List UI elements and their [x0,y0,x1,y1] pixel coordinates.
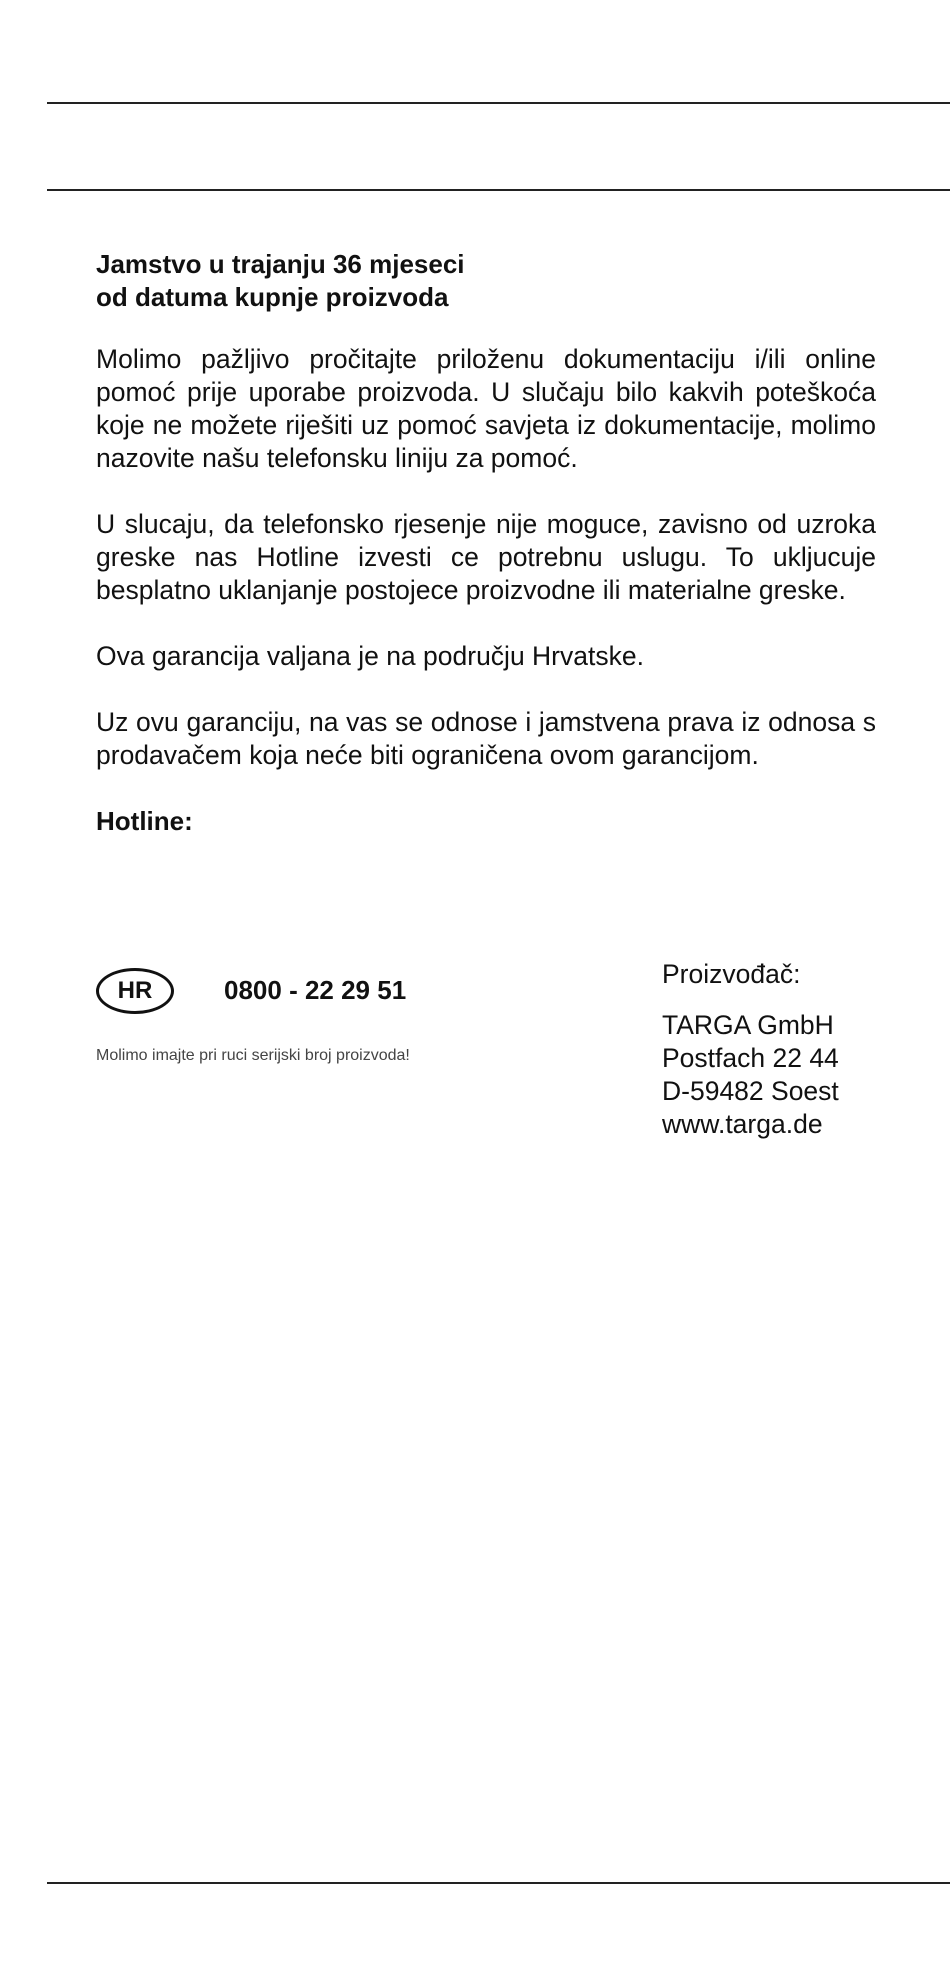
country-code-badge: HR [96,968,174,1014]
manufacturer-address [662,1009,922,1141]
manufacturer-website: www.targa.de [662,1109,823,1139]
manufacturer-label: Proizvođač: [662,959,801,989]
hotline-label: Hotline: [96,806,193,836]
warranty-title-line-1: Jamstvo u trajanju 36 mjeseci [96,249,465,279]
top-divider [47,102,950,104]
warranty-paragraph-3: Ova garancija valjana je na području Hrvatske. [96,641,644,671]
manufacturer-company: TARGA GmbH [662,1010,834,1040]
header-divider [47,189,950,191]
manufacturer-po-box: Postfach 22 44 [662,1043,839,1073]
manufacturer-city: D-59482 Soest [662,1076,839,1106]
warranty-title [96,248,876,314]
warranty-paragraph-4: Uz ovu garanciju, na vas se odnose i jamstvena prava iz odnosa s prodavačem koja neće biti ograničena ovom garancijom. [96,707,876,770]
manufacturer-block [662,958,922,1141]
bottom-divider [47,1882,950,1884]
warranty-title-line-2: od datuma kupnje proizvoda [96,282,449,312]
warranty-paragraph-1: Molimo pažljivo pročitajte priloženu dokumentaciju i/ili online pomoć prije uporabe proizvoda. U slučaju bilo kakvih poteškoća koje ne možete riješiti uz pomoć savjeta iz dokumentacije, molimo nazovite našu telefonsku liniju za pomoć. [96,344,876,473]
warranty-section [96,248,876,838]
hotline-phone-number: 0800 - 22 29 51 [224,975,407,1005]
hotline-row [96,968,516,1018]
warranty-paragraph-2: U slucaju, da telefonsko rjesenje nije moguce, zavisno od uzroka greske nas Hotline izvesti ce potrebnu uslugu. To ukljucuje besplatno uklanjanje postojece proizvodne ili materialne greske. [96,509,876,605]
serial-number-note: Molimo imajte pri ruci serijski broj proizvoda! [96,1047,410,1064]
